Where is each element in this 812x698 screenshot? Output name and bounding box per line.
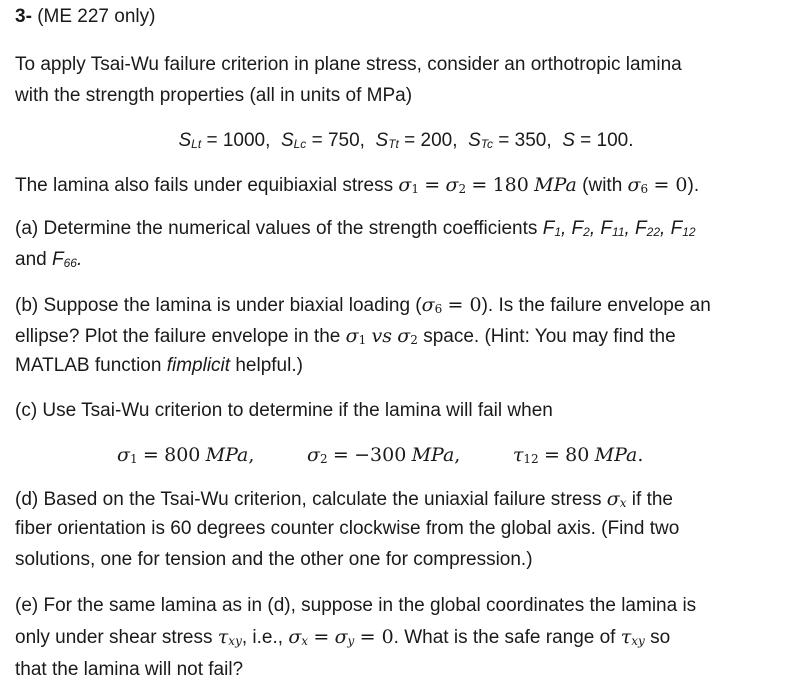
part-c-unit-3: MPa — [594, 444, 638, 466]
part-d-line-1: (d) Based on the Tsai-Wu criterion, calculate the uniaxial failure stress $\sigma_x$ if the — [15, 488, 673, 510]
part-d-line-3: solutions, one for tension and the other one for compression.) — [15, 549, 533, 570]
part-a-coeffs: $F_1$, $F_2$, $F_{11}$, $F_{22}$, $F_{12}$ — [542, 218, 696, 239]
part-b-line3-suffix: helpful.) — [235, 355, 303, 376]
strength-slc: = 750, — [311, 130, 365, 151]
strength-stc: = 350, — [498, 130, 552, 151]
strength-slt: = 1000, — [206, 130, 271, 151]
part-b-line-1: (b) Suppose the lamina is under biaxial loading $(\sigma_6 = 0)$. Is the failure envelope an — [15, 294, 711, 316]
part-b-line1-suffix: ). Is the failure envelope an — [481, 295, 711, 316]
part-a-line-1 — [15, 216, 696, 242]
part-e-line-3: that the lamina will not fail? — [15, 659, 244, 680]
part-a-and: and — [15, 249, 47, 270]
part-c-sigma2: −300 — [354, 444, 407, 466]
part-b-line2-suffix: space. (Hint: You may find the — [423, 326, 676, 347]
part-c-tau12: 80 — [565, 444, 590, 466]
part-b-vs: vs — [371, 325, 393, 347]
part-e-line2-prefix: only under shear stress — [15, 627, 213, 648]
part-e-line2-mid: , i.e., — [241, 627, 284, 648]
part-e-line2-suffix: . What is the safe range of — [393, 627, 616, 648]
intro-line-1: To apply Tsai-Wu failure criterion in plane stress, consider an orthotropic lamina — [15, 54, 682, 75]
part-e-line-1: (e) For the same lamina as in (d), suppose in the global coordinates the lamina is — [15, 595, 697, 616]
part-c-unit-2: MPa — [411, 444, 455, 466]
equibiaxial-suffix-open: (with — [582, 175, 623, 196]
part-a-line-2: and $F_{66}$. — [15, 249, 83, 270]
problem-header — [15, 4, 155, 30]
intro-line-2: with the strength properties (all in units of MPa) — [15, 85, 413, 106]
part-b-line-3 — [15, 353, 303, 379]
equibiaxial-suffix-close: ). — [687, 175, 700, 196]
equibiaxial-value: 180 — [492, 174, 529, 196]
part-c-line-1: (c) Use Tsai-Wu criterion to determine if the lamina will fail when — [15, 400, 553, 421]
part-d-line1-prefix: (d) Based on the Tsai-Wu criterion, calculate the uniaxial failure stress — [15, 489, 602, 510]
part-b-line1-prefix: (b) Suppose the lamina is under biaxial loading ( — [15, 295, 422, 316]
equibiaxial-unit: MPa — [534, 174, 577, 196]
part-b-function-name: fimplicit — [166, 355, 231, 376]
part-e-line2-end: so — [650, 627, 671, 648]
problem-number: 3- — [15, 6, 32, 27]
part-b-line2-prefix: ellipse? Plot the failure envelope in the — [15, 326, 341, 347]
part-c-unit-1: MPa — [205, 444, 249, 466]
part-b-line3-prefix: MATLAB function — [15, 355, 162, 376]
problem-tag: (ME 227 only) — [37, 6, 156, 27]
part-b-line-2: ellipse? Plot the failure envelope in the $\sigma_1$ vs $\sigma_2$ space. (Hint: You may find the — [15, 325, 676, 347]
strength-stt: = 200, — [404, 130, 458, 151]
part-d-line1-suffix: if the — [631, 489, 673, 510]
part-d-line-2: fiber orientation is 60 degrees counter clockwise from the global axis. (Find two — [15, 518, 680, 539]
strength-properties: $S_{Lt} = 1000$, $S_{Lc} = 750$, $S_{Tt} = 200$, $S_{Tc} = 350$, S = 100. — [178, 130, 634, 151]
part-c-sigma1: 800 — [164, 444, 201, 466]
part-c-equations: $\sigma_1 = 800$ MPa, $\sigma_2 = -300$ MPa, $\tau_{12} = 80$ MPa. — [117, 444, 644, 466]
strength-s: = 100. — [580, 130, 634, 151]
part-e-line-2: only under shear stress $\tau_{xy}$, i.e., $\sigma_x = \sigma_y = 0$. What is the safe range of $\tau_{xy}$ so — [15, 626, 671, 648]
equibiaxial-prefix: The lamina also fails under equibiaxial stress — [15, 175, 394, 196]
equibiaxial-line: The lamina also fails under equibiaxial stress $\sigma_1 = \sigma_2 = 180$ MPa (with $\sigma_6 = 0$). — [15, 174, 700, 196]
part-a-text: (a) Determine the numerical values of the strength coefficients — [15, 218, 538, 239]
